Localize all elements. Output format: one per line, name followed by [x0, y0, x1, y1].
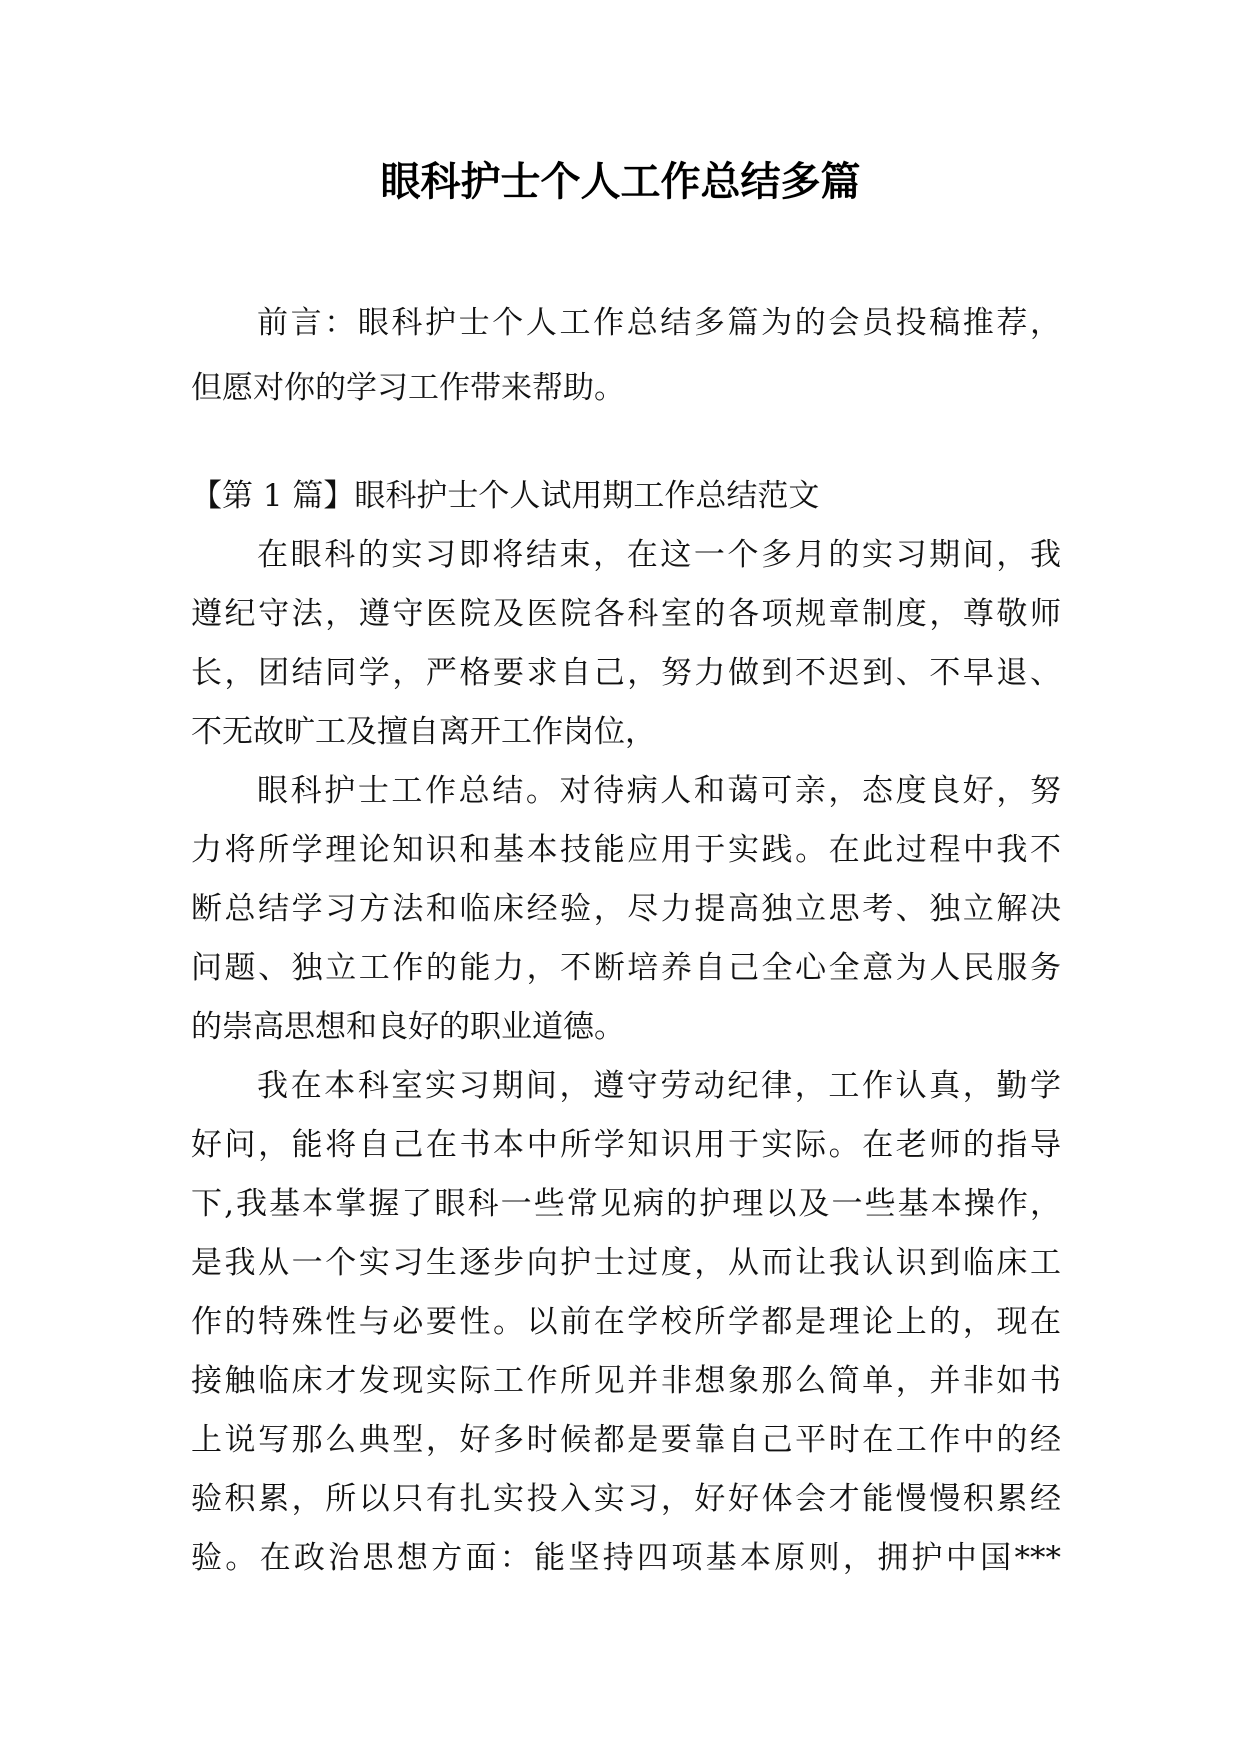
body-line: 作的特殊性与必要性。以前在学校所学都是理论上的，现在	[191, 1304, 1061, 1340]
preface-line: 前言：眼科护士个人工作总结多篇为的会员投稿推荐，	[257, 305, 1061, 341]
body-line: 在眼科的实习即将结束，在这一个多月的实习期间，我	[257, 537, 1061, 573]
body-line: 力将所学理论知识和基本技能应用于实践。在此过程中我不	[191, 832, 1061, 868]
document-title: 眼科护士个人工作总结多篇	[380, 159, 861, 205]
body-line: 断总结学习方法和临床经验，尽力提高独立思考、独立解决	[191, 891, 1061, 927]
body-line: 接触临床才发现实际工作所见并非想象那么简单，并非如书	[191, 1363, 1061, 1399]
body-line: 验积累，所以只有扎实投入实习，好好体会才能慢慢积累经	[191, 1481, 1061, 1517]
body-line: 我在本科室实习期间，遵守劳动纪律，工作认真，勤学	[257, 1068, 1061, 1104]
preface	[191, 291, 1061, 421]
section-heading: 【第 1 篇】眼科护士个人试用期工作总结范文	[191, 478, 820, 514]
body-line: 问题、独立工作的能力，不断培养自己全心全意为人民服务	[191, 950, 1061, 986]
body-line: 下,我基本掌握了眼科一些常见病的护理以及一些基本操作，	[191, 1186, 1061, 1222]
body-line: 眼科护士工作总结。对待病人和蔼可亲，态度良好，努	[257, 773, 1061, 809]
preface-line: 但愿对你的学习工作带来帮助。	[191, 370, 625, 406]
body-line: 遵纪守法，遵守医院及医院各科室的各项规章制度，尊敬师	[191, 596, 1061, 632]
body-line: 验。在政治思想方面：能坚持四项基本原则，拥护中国***	[191, 1540, 1061, 1576]
body-text	[191, 526, 1061, 1588]
body-line: 的崇高思想和良好的职业道德。	[191, 1009, 625, 1045]
body-line: 上说写那么典型，好多时候都是要靠自己平时在工作中的经	[191, 1422, 1061, 1458]
body-line: 不无故旷工及擅自离开工作岗位，	[191, 714, 656, 750]
body-line: 好问，能将自己在书本中所学知识用于实际。在老师的指导	[191, 1127, 1061, 1163]
body-line: 长，团结同学，严格要求自己，努力做到不迟到、不早退、	[191, 655, 1061, 691]
body-line: 是我从一个实习生逐步向护士过度，从而让我认识到临床工	[191, 1245, 1061, 1281]
section-heading-block	[191, 467, 1061, 526]
